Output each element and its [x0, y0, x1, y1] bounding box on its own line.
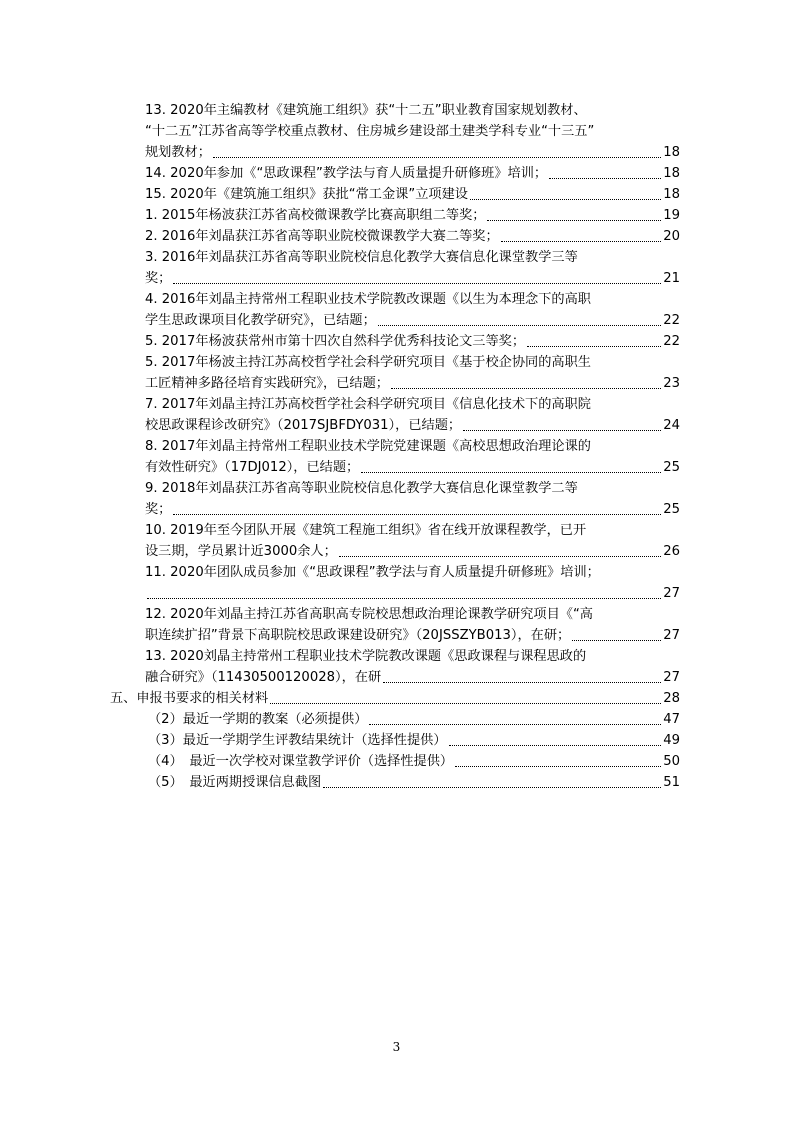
toc-entry-leader-line: [148, 751, 680, 772]
toc-entry-text: （2）最近一学期的教案（必须提供）: [148, 712, 368, 727]
toc-entry-leader-line: [145, 625, 680, 646]
toc-entry-text: 14. 2020年参加《“思政课程”教学法与育人质量提升研修班》培训；: [145, 166, 548, 181]
dot-leader: [339, 556, 661, 557]
toc-entry-leader-line: [148, 730, 680, 751]
toc-entry-page-number: 27: [663, 628, 680, 643]
dot-leader: [449, 745, 662, 746]
dot-leader: [173, 283, 661, 284]
toc-entry-text: 五、申报书要求的相关材料: [110, 691, 269, 706]
toc-entry-page-number: 25: [663, 502, 680, 517]
dot-leader: [391, 388, 661, 389]
toc-entry[interactable]: [145, 352, 680, 394]
toc-entry-text: 职连续扩招”背景下高职院校思政课建设研究》（20JSSZYB013），在研；: [145, 628, 571, 643]
toc-entry-page-number: 22: [663, 313, 680, 328]
toc-entry-leader-line: [145, 667, 680, 688]
toc-entry-page-number: 18: [663, 166, 680, 181]
toc-entry-text: （4） 最近一次学校对课堂教学评价（选择性提供）: [148, 754, 454, 769]
toc-entry-text-line: “十二五”江苏省高等学校重点教材、住房城乡建设部土建类学科专业“十三五”: [145, 124, 595, 139]
toc-entry-leader-line: [148, 709, 680, 730]
dot-leader: [470, 199, 661, 200]
toc-entry-page-number: 50: [663, 754, 680, 769]
toc-entry[interactable]: [145, 226, 680, 247]
toc-entry-leader-line: [145, 205, 680, 226]
toc-entry[interactable]: [145, 289, 680, 331]
toc-entry-leader-line: [145, 163, 680, 184]
toc-entry-page-number: 49: [663, 733, 680, 748]
toc-entry-leader-line: [145, 226, 680, 247]
toc-entry-page-number: 23: [663, 376, 680, 391]
toc-entry-leader-line: [145, 499, 680, 520]
toc-entry-leader-line: [145, 373, 680, 394]
dot-leader: [501, 241, 662, 242]
toc-entry-text: 融合研究》（11430500120028），在研: [145, 670, 382, 685]
toc-entry-page-number: 20: [663, 229, 680, 244]
dot-leader: [361, 472, 661, 473]
dot-leader: [213, 157, 661, 158]
toc-entry-text-line: 13. 2020刘晶主持常州工程职业技术学院教改课题《思政课程与课程思政的: [145, 649, 587, 664]
toc-entry-text-line: 7. 2017年刘晶主持江苏高校哲学社会科学研究项目《信息化技术下的高职院: [145, 397, 591, 412]
toc-entry-text: 奖；: [145, 271, 172, 286]
toc-entry-text: 5. 2017年杨波获常州市第十四次自然科学优秀科技论文三等奖；: [145, 334, 526, 349]
dot-leader: [527, 346, 661, 347]
toc-entry-text: 15. 2020年《建筑施工组织》获批“常工金课”立项建设: [145, 187, 468, 202]
page-number: 3: [392, 1040, 401, 1054]
dot-leader: [173, 514, 661, 515]
toc-entry-text-line: 3. 2016年刘晶获江苏省高等职业院校信息化教学大赛信息化课堂教学三等: [145, 250, 578, 265]
dot-leader: [369, 724, 661, 725]
toc-entry-text-line: 8. 2017年刘晶主持常州工程职业技术学院党建课题《高校思想政治理论课的: [145, 439, 591, 454]
dot-leader: [323, 787, 661, 788]
toc-entry-page-number: 22: [663, 334, 680, 349]
toc-entry-text: 校思政课程诊改研究》（2017SJBFDY031），已结题；: [145, 418, 462, 433]
toc-entry-text: 2. 2016年刘晶获江苏省高等职业院校微课教学大赛二等奖；: [145, 229, 499, 244]
toc-entry[interactable]: [145, 331, 680, 352]
toc-entry-text: （5） 最近两期授课信息截图: [148, 775, 322, 790]
toc-entry-page-number: 18: [663, 187, 680, 202]
toc-entry[interactable]: [110, 688, 680, 709]
toc-entry-text-line: 13. 2020年主编教材《建筑施工组织》获“十二五”职业教育国家规划教材、: [145, 103, 587, 118]
toc-entry[interactable]: [145, 184, 680, 205]
toc-entry[interactable]: [145, 205, 680, 226]
toc-entry-page-number: 27: [663, 670, 680, 685]
toc-entry-text-line: 5. 2017年杨波主持江苏高校哲学社会科学研究项目《基于校企协同的高职生: [145, 355, 591, 370]
dot-leader: [378, 325, 661, 326]
toc-entry[interactable]: [145, 100, 680, 163]
toc-entry-leader-line: [145, 415, 680, 436]
toc-entry-page-number: 26: [663, 544, 680, 559]
toc-entry[interactable]: [145, 394, 680, 436]
toc-entry-text: 有效性研究》（17DJ012），已结题；: [145, 460, 360, 475]
toc-entry-text: 规划教材；: [145, 145, 211, 160]
toc-entry-text-line: 4. 2016年刘晶主持常州工程职业技术学院教改课题《以生为本理念下的高职: [145, 292, 591, 307]
dot-leader: [463, 430, 661, 431]
toc-entry-leader-line: [145, 583, 680, 604]
dot-leader: [549, 178, 661, 179]
toc-entry-page-number: 27: [663, 586, 680, 601]
toc-entry-text: （3）最近一学期学生评教结果统计（选择性提供）: [148, 733, 447, 748]
table-of-contents: [0, 100, 793, 793]
toc-entry[interactable]: [145, 436, 680, 478]
toc-entry[interactable]: [145, 646, 680, 688]
toc-entry[interactable]: [145, 247, 680, 289]
toc-entry-text: 学生思政课项目化教学研究》，已结题；: [145, 313, 376, 328]
dot-leader: [270, 703, 661, 704]
toc-entry-text: 工匠精神多路径培育实践研究》，已结题；: [145, 376, 389, 391]
toc-entry[interactable]: [148, 772, 680, 793]
toc-entry-text: 奖；: [145, 502, 172, 517]
toc-entry[interactable]: [148, 751, 680, 772]
toc-entry[interactable]: [145, 478, 680, 520]
toc-entry-text-line: 10. 2019年至今团队开展《建筑工程施工组织》省在线开放课程教学，已开: [145, 523, 587, 538]
toc-entry[interactable]: [148, 709, 680, 730]
toc-entry-page-number: 24: [663, 418, 680, 433]
dot-leader: [147, 598, 661, 599]
toc-entry-page-number: 25: [663, 460, 680, 475]
toc-entry-leader-line: [145, 331, 680, 352]
toc-entry-page-number: 18: [663, 145, 680, 160]
toc-entry-text: 1. 2015年杨波获江苏省高校微课教学比赛高职组二等奖；: [145, 208, 486, 223]
toc-entry-text-line: 12. 2020年刘晶主持江苏省高职高专院校思想政治理论课教学研究项目《“高: [145, 607, 593, 622]
toc-entry-leader-line: [145, 268, 680, 289]
toc-entry-text: 设三期，学员累计近3000余人；: [145, 544, 337, 559]
toc-entry-page-number: 19: [663, 208, 680, 223]
toc-entry-page-number: 21: [663, 271, 680, 286]
toc-entry-leader-line: [145, 142, 680, 163]
toc-entry-text-line: 9. 2018年刘晶获江苏省高等职业院校信息化教学大赛信息化课堂教学二等: [145, 481, 578, 496]
toc-entry[interactable]: [145, 520, 680, 562]
toc-entry-leader-line: [145, 184, 680, 205]
dot-leader: [455, 766, 661, 767]
toc-entry[interactable]: [148, 730, 680, 751]
dot-leader: [383, 682, 661, 683]
toc-entry-text-line: 11. 2020年团队成员参加《“思政课程”教学法与育人质量提升研修班》培训；: [145, 565, 600, 580]
toc-entry-page-number: 51: [663, 775, 680, 790]
dot-leader: [572, 640, 661, 641]
toc-entry-leader-line: [145, 310, 680, 331]
toc-entry-leader-line: [145, 457, 680, 478]
toc-entry-page-number: 47: [663, 712, 680, 727]
dot-leader: [487, 220, 661, 221]
toc-entry[interactable]: [145, 163, 680, 184]
toc-entry-leader-line: [148, 772, 680, 793]
toc-entry-leader-line: [145, 541, 680, 562]
toc-entry[interactable]: [145, 604, 680, 646]
toc-entry-page-number: 28: [663, 691, 680, 706]
toc-entry[interactable]: [145, 562, 680, 604]
toc-entry-leader-line: [110, 688, 680, 709]
